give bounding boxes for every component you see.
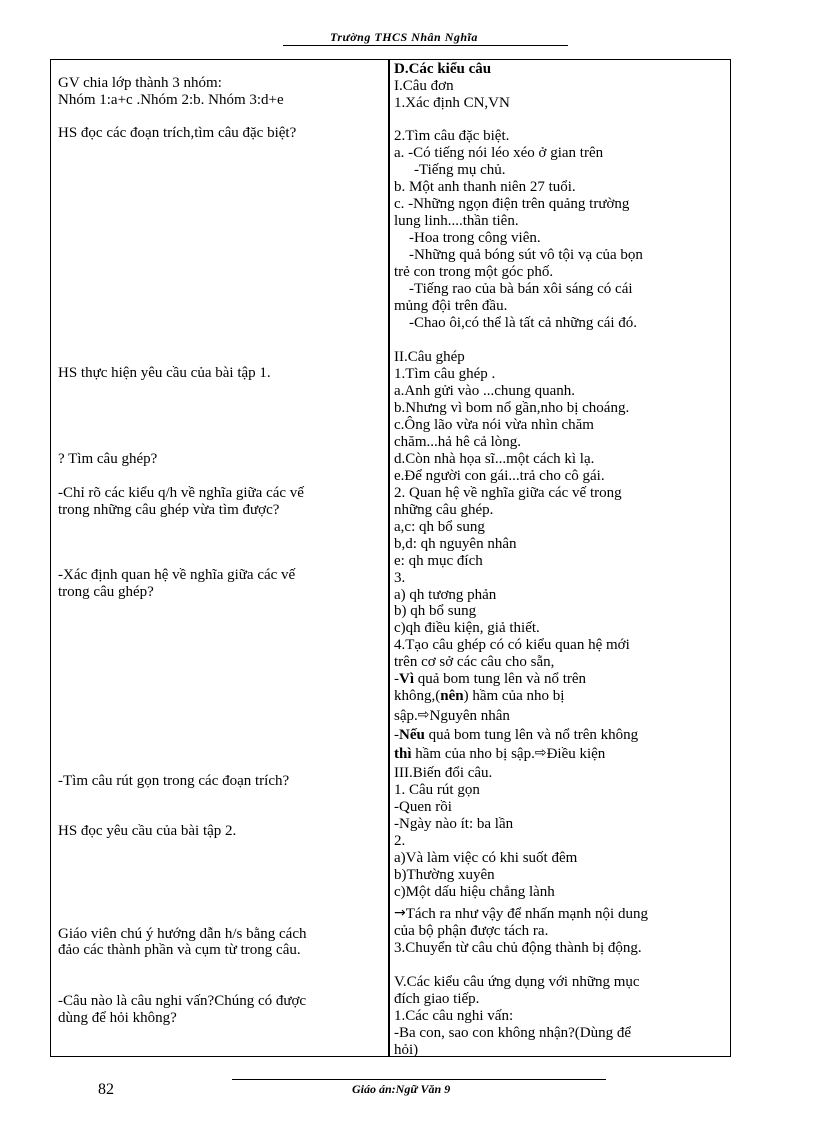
right-line: d.Còn nhà họa sĩ...một cách kì lạ.: [394, 451, 595, 467]
page-number: 82: [98, 1081, 114, 1098]
right-line: mủng đội trên đầu.: [394, 298, 508, 314]
right-line: a,c: qh bổ sung: [394, 519, 485, 535]
right-line: -Vì quả bom tung lên và nổ trên: [394, 671, 587, 687]
left-line: HS đọc các đoạn trích,tìm câu đặc biệt?: [58, 125, 297, 141]
column-divider: [388, 60, 390, 1056]
right-line: e: qh mục đích: [394, 553, 483, 569]
right-line: III.Biến đổi câu.: [394, 765, 493, 781]
right-line: 4.Tạo câu ghép có có kiểu quan hệ mới: [394, 637, 630, 653]
right-line: b.Nhưng vì bom nổ gần,nho bị choáng.: [394, 400, 630, 416]
page-header: [0, 30, 816, 46]
footer-subject: Giáo án:Ngữ Văn 9: [352, 1082, 451, 1096]
right-line: →Tách ra như vậy để nhấn mạnh nội dung: [394, 905, 648, 922]
left-line: GV chia lớp thành 3 nhóm:: [58, 75, 222, 91]
right-line: lung linh....thần tiên.: [394, 213, 519, 229]
right-line: II.Câu ghép: [394, 349, 465, 365]
right-line: -Tiếng rao của bà bán xôi sáng có cái: [409, 281, 633, 297]
right-line: 2.: [394, 833, 406, 849]
left-line: đảo các thành phần và cụm từ trong câu.: [58, 942, 301, 958]
right-line: 2. Quan hệ về nghĩa giữa các vế trong: [394, 485, 622, 501]
right-line: -Nếu quả bom tung lên và nổ trên không: [394, 727, 639, 743]
right-line: -Những quả bóng sút vô tội vạ của bọn: [409, 247, 643, 263]
right-line: 2.Tìm câu đặc biệt.: [394, 128, 510, 144]
right-line: a. -Có tiếng nói léo xéo ở gian trên: [394, 145, 604, 161]
right-line: c. -Những ngọn điện trên quảng trường: [394, 196, 630, 212]
left-line: Nhóm 1:a+c .Nhóm 2:b. Nhóm 3:d+e: [58, 92, 284, 108]
left-line: trong câu ghép?: [58, 584, 154, 600]
footer-rule: [232, 1079, 606, 1080]
right-line: thì hầm của nho bị sập.⇨Điều kiện: [394, 745, 606, 762]
left-line: dùng để hỏi không?: [58, 1010, 177, 1026]
right-line: -Hoa trong công viên.: [409, 230, 541, 246]
right-line: V.Các kiểu câu ứng dụng với những mục: [394, 974, 640, 990]
left-line: trong những câu ghép vừa tìm được?: [58, 502, 280, 518]
right-line: trẻ con trong một góc phố.: [394, 264, 554, 280]
right-line: b,d: qh nguyên nhân: [394, 536, 517, 552]
header-school: Trường THCS Nhân Nghĩa: [330, 30, 478, 44]
right-line: b. Một anh thanh niên 27 tuổi.: [394, 179, 576, 195]
left-line: HS thực hiện yêu cầu của bài tập 1.: [58, 365, 271, 381]
right-line: chăm...hả hê cả lòng.: [394, 434, 522, 450]
right-line: 1.Tìm câu ghép .: [394, 366, 496, 382]
left-line: HS đọc yêu cầu của bài tập 2.: [58, 823, 237, 839]
right-line: 3.: [394, 570, 406, 586]
right-line: a)Và làm việc có khi suốt đêm: [394, 850, 578, 866]
left-line: -Câu nào là câu nghi vấn?Chúng có được: [58, 993, 307, 1009]
right-line: đích giao tiếp.: [394, 991, 480, 1007]
right-line: hỏi): [394, 1042, 419, 1058]
right-line: c.Ông lão vừa nói vừa nhìn chăm: [394, 417, 594, 433]
right-line: -Chao ôi,có thể là tất cả những cái đó.: [409, 315, 638, 331]
left-line: -Tìm câu rút gọn trong các đoạn trích?: [58, 773, 290, 789]
right-line: e.Để người con gái...trả cho cô gái.: [394, 468, 605, 484]
right-line: a.Anh gửi vào ...chung quanh.: [394, 383, 576, 399]
right-line: c)Một dấu hiệu chẳng lành: [394, 884, 555, 900]
right-line: 1.Xác định CN,VN: [394, 95, 510, 111]
right-line: b)Thường xuyên: [394, 867, 495, 883]
left-line: -Xác định quan hệ về nghĩa giữa các vế: [58, 567, 296, 583]
section-heading: D.Các kiểu câu: [394, 61, 492, 77]
right-line: 1. Câu rút gọn: [394, 782, 480, 798]
right-line: của bộ phận được tách ra.: [394, 923, 549, 939]
right-arrow-icon: ⇨: [417, 707, 430, 723]
right-line: trên cơ sở các câu cho sẵn,: [394, 654, 555, 670]
right-line: -Ba con, sao con không nhận?(Dùng để: [394, 1025, 632, 1041]
left-line: -Chỉ rõ các kiểu q/h về nghĩa giữa các vế: [58, 485, 304, 501]
left-line: ? Tìm câu ghép?: [58, 451, 158, 467]
right-line: c)qh điều kiện, giả thiết.: [394, 620, 540, 636]
right-line: -Ngày nào ít: ba lần: [394, 816, 514, 832]
header-rule: [283, 45, 568, 46]
right-line: 3.Chuyển từ câu chủ động thành bị động.: [394, 940, 642, 956]
right-line: -Tiếng mụ chủ.: [414, 162, 506, 178]
long-arrow-icon: →: [394, 905, 406, 921]
right-arrow-icon: ⇨: [534, 745, 547, 761]
right-line: sập.⇨Nguyên nhân: [394, 707, 510, 724]
right-line: -Quen rồi: [394, 799, 452, 815]
right-line: không,(nên) hầm của nho bị: [394, 688, 565, 704]
right-line: I.Câu đơn: [394, 78, 454, 94]
right-line: 1.Các câu nghi vấn:: [394, 1008, 514, 1024]
right-line: những câu ghép.: [394, 502, 494, 518]
left-line: Giáo viên chú ý hướng dẫn h/s bằng cách: [58, 926, 307, 942]
right-line: b) qh bổ sung: [394, 603, 477, 619]
right-line: a) qh tương phản: [394, 587, 497, 603]
